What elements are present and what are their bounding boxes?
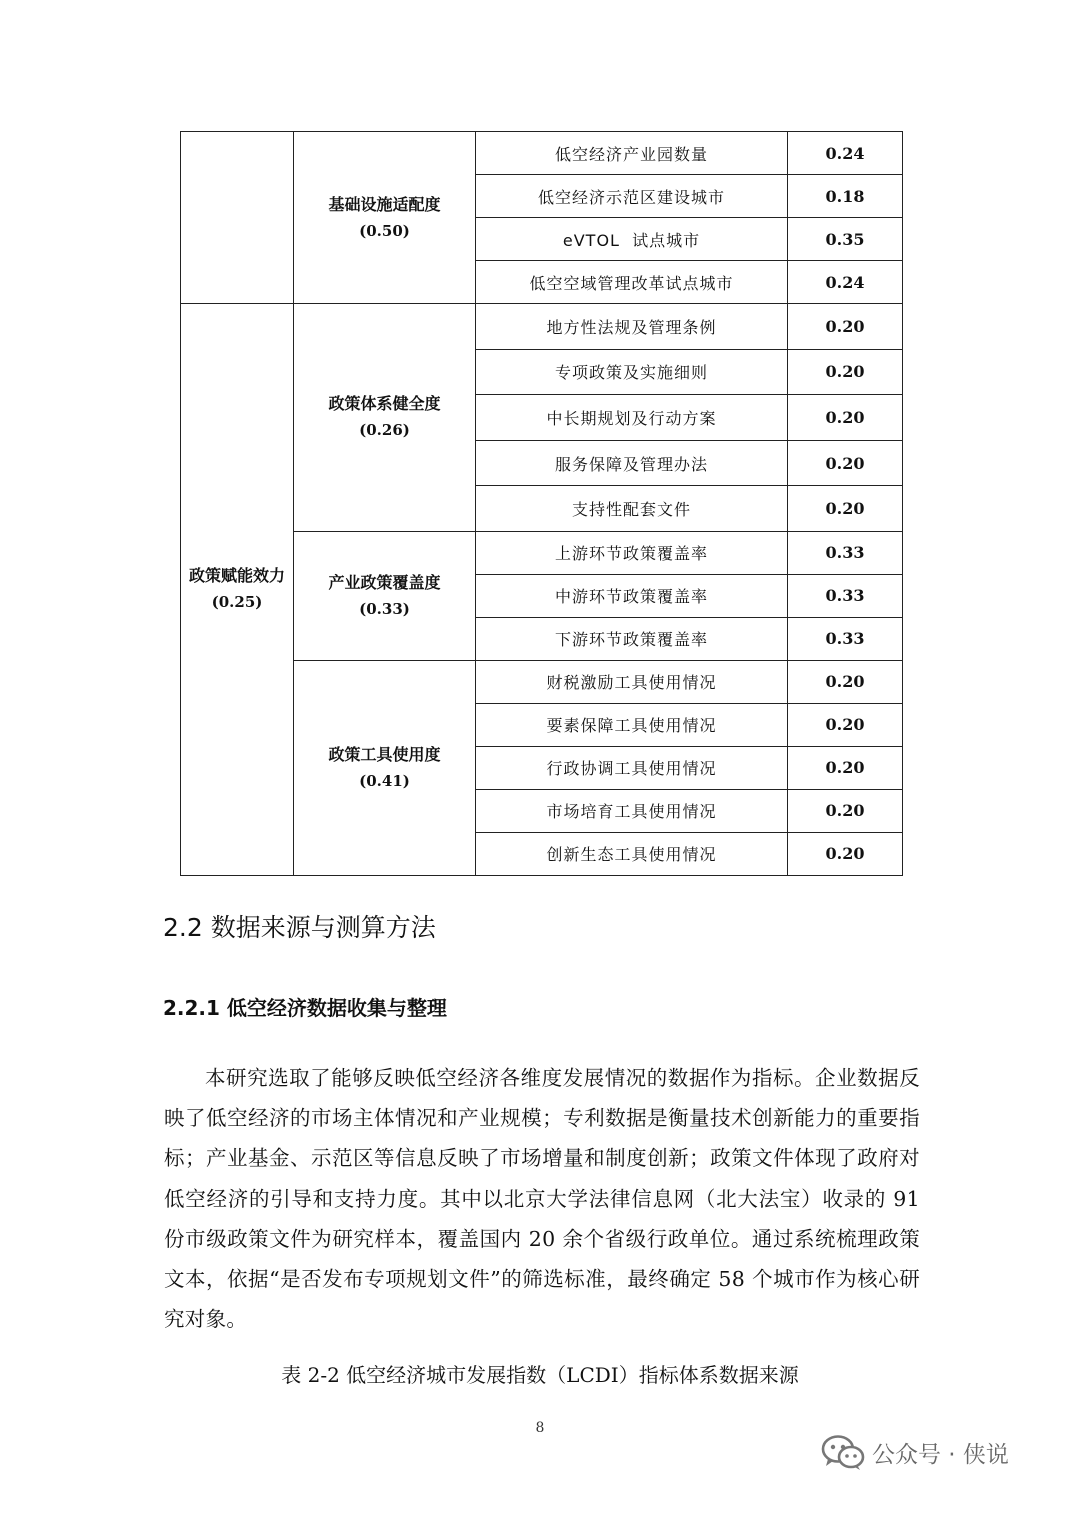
secondary-dimension-weight: (0.33) [359,599,410,618]
indicator-weight-cell: 0.20 [788,746,903,789]
secondary-dimension-cell [294,531,476,660]
indicator-weight-cell: 0.24 [788,261,903,304]
wechat-icon [820,1432,866,1472]
page-number: 8 [535,1420,545,1436]
secondary-dimension-cell [294,132,476,304]
indicator-weight-cell: 0.20 [788,832,903,875]
indicator-weight-cell: 0.18 [788,175,903,218]
indicator-weight-cell: 0.20 [788,395,903,441]
indicator-name-cell: 上游环节政策覆盖率 [476,531,788,574]
secondary-dimension-name: 基础设施适配度 [328,194,441,214]
indicator-weight-cell: 0.33 [788,531,903,574]
indicator-name-cell: 低空空域管理改革试点城市 [476,261,788,304]
indicator-weight-cell: 0.20 [788,440,903,486]
indicator-weight-cell: 0.33 [788,574,903,617]
secondary-dimension-weight: (0.50) [359,221,410,240]
indicator-weight-cell: 0.20 [788,789,903,832]
secondary-dimension-cell [294,304,476,532]
section-heading: 2.2 数据来源与测算方法 [163,913,436,942]
subsection-heading: 2.2.1 低空经济数据收集与整理 [163,996,447,1020]
table-caption: 表 2-2 低空经济城市发展指数（LCDI）指标体系数据来源 [281,1363,799,1387]
indicator-weight-cell: 0.20 [788,349,903,395]
indicator-name-cell: 财税激励工具使用情况 [476,660,788,703]
indicator-name-cell: 支持性配套文件 [476,486,788,532]
primary-dimension-name: 政策赋能效力 [188,566,285,586]
indicator-name-cell: 低空经济产业园数量 [476,132,788,175]
indicator-weight-cell: 0.20 [788,660,903,703]
indicator-weight-cell: 0.35 [788,218,903,261]
indicator-weight-cell: 0.33 [788,617,903,660]
indicator-name-cell: 行政协调工具使用情况 [476,746,788,789]
primary-dimension-cell [181,304,294,876]
indicator-name-cell: 市场培育工具使用情况 [476,789,788,832]
secondary-dimension-weight: (0.26) [359,421,410,440]
indicator-weight-cell: 0.20 [788,486,903,532]
table-row [181,132,903,175]
indicator-table [180,131,903,876]
indicator-name-cell: eVTOL 试点城市 [476,218,788,261]
secondary-dimension-name: 政策体系健全度 [328,394,441,414]
indicator-weight-cell: 0.20 [788,304,903,350]
indicator-name-cell: 中长期规划及行动方案 [476,395,788,441]
indicator-name-cell: 下游环节政策覆盖率 [476,617,788,660]
primary-dimension-weight: (0.25) [211,593,263,612]
watermark [820,1430,1009,1474]
secondary-dimension-weight: (0.41) [359,771,410,790]
indicator-name-cell: 要素保障工具使用情况 [476,703,788,746]
indicator-name-cell: 低空经济示范区建设城市 [476,175,788,218]
indicator-name-cell: 服务保障及管理办法 [476,440,788,486]
watermark-text: 公众号 · 侠说 [872,1441,1009,1468]
secondary-dimension-name: 政策工具使用度 [328,744,441,764]
indicator-weight-cell: 0.24 [788,132,903,175]
table-row [181,304,903,350]
indicator-name-cell: 地方性法规及管理条例 [476,304,788,350]
secondary-dimension-cell [294,660,476,875]
indicator-name-cell: 创新生态工具使用情况 [476,832,788,875]
secondary-dimension-name: 产业政策覆盖度 [328,572,441,592]
primary-dimension-cell [181,132,294,304]
indicator-name-cell: 专项政策及实施细则 [476,349,788,395]
indicator-weight-cell: 0.20 [788,703,903,746]
body-paragraph: 本研究选取了能够反映低空经济各维度发展情况的数据作为指标。企业数据反映了低空经济的市场主体情况和产业规模；专利数据是衡量技术创新能力的重要指标；产业基金、示范区等信息反映了市场增量和制度创新；政策文件体现了政府对低空经济的引导和支持力度。其中以北京大学法律信息网（北大法宝）收录的 91 份市级政策文件为研究样本，覆盖国内 20 余个省级行政单位。通过系统梳理政策文本，依据“是否发布专项规划文件”的筛选标准，最终确定 58 个城市作为核心研究对象。 [164,1066,920,1332]
indicator-name-cell: 中游环节政策覆盖率 [476,574,788,617]
